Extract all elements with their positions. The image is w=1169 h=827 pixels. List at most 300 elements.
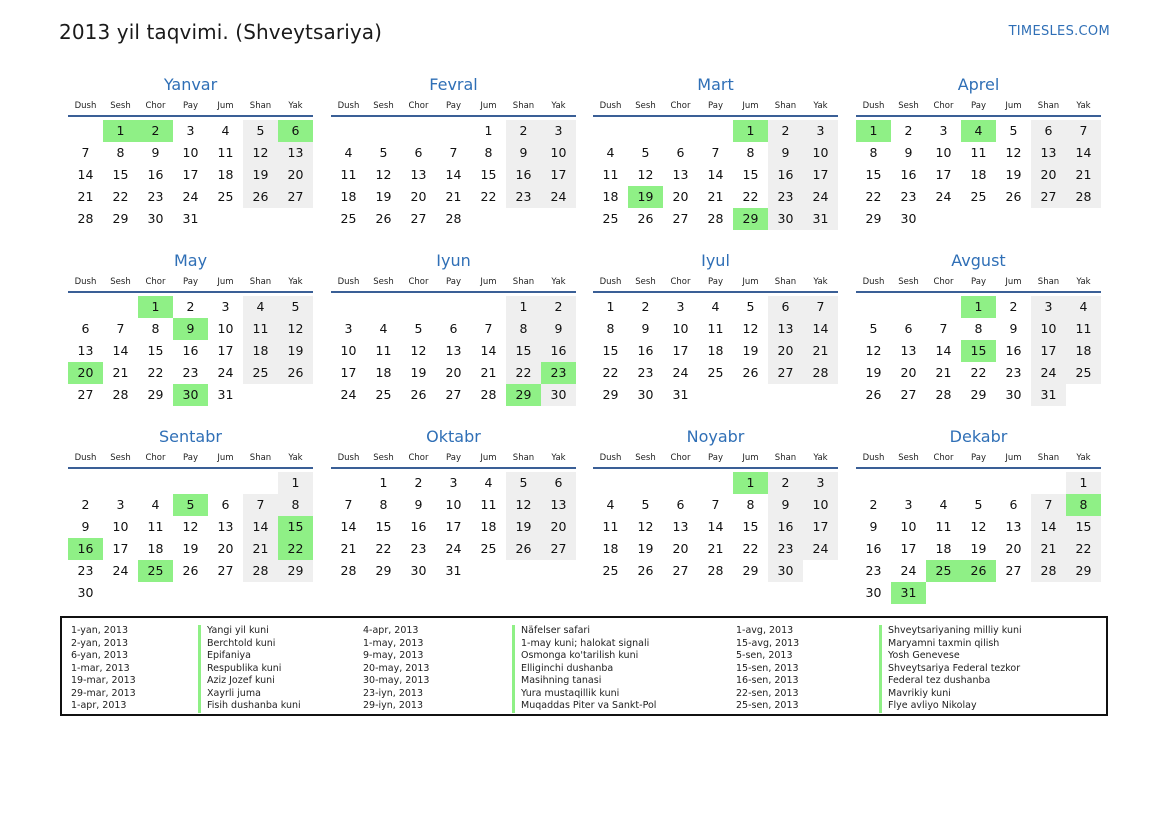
- day-cell: 19: [410, 365, 427, 380]
- day-cell: 18: [602, 541, 619, 556]
- day-cell: 10: [1031, 318, 1066, 340]
- day-cell: 8: [151, 321, 160, 336]
- weekday-label: Yak: [288, 101, 303, 111]
- day-cell: 16: [506, 164, 541, 186]
- day-cell: 21: [112, 365, 129, 380]
- day-cell: 10: [182, 145, 199, 160]
- day-cell: 17: [935, 167, 952, 182]
- day-cell: 20: [672, 541, 689, 556]
- day-cell: 27: [217, 563, 234, 578]
- weekday-label: Shan: [512, 277, 535, 287]
- day-cell: 3: [803, 472, 838, 494]
- weekday-label: Shan: [249, 277, 272, 287]
- day-cell: 6: [904, 321, 913, 336]
- day-cell: 19: [1005, 167, 1022, 182]
- day-cell: 21: [445, 189, 462, 204]
- month-name: Aprel: [957, 75, 1000, 94]
- weekday-label: Dush: [337, 277, 360, 287]
- day-cell: 19: [970, 541, 987, 556]
- day-cell: 20: [672, 189, 689, 204]
- weekday-label: Chor: [670, 277, 691, 287]
- day-cell: 14: [243, 516, 278, 538]
- day-cell: 3: [449, 475, 458, 490]
- legend-holiday-name: Maryamni taxmin qilish: [879, 638, 1022, 651]
- weekday-label: Jum: [742, 101, 759, 111]
- day-cell: 22: [375, 541, 392, 556]
- holiday-day: 31: [891, 582, 926, 604]
- day-cell: 13: [672, 519, 689, 534]
- day-cell: 26: [742, 365, 759, 380]
- day-cell: 9: [768, 142, 803, 164]
- day-cell: 23: [900, 189, 917, 204]
- month-fevral: [331, 72, 576, 230]
- day-cell: 7: [484, 321, 493, 336]
- day-cell: 13: [445, 343, 462, 358]
- day-cell: 17: [182, 167, 199, 182]
- weekday-label: Shan: [774, 453, 797, 463]
- day-cell: 6: [541, 472, 576, 494]
- day-cell: 22: [970, 365, 987, 380]
- day-cell: 9: [151, 145, 160, 160]
- weekday-label: Pay: [971, 101, 986, 111]
- day-cell: 19: [243, 164, 278, 186]
- day-cell: 24: [900, 563, 917, 578]
- legend-dates-col: [363, 625, 429, 713]
- day-cell: 15: [742, 167, 759, 182]
- day-cell: 22: [742, 189, 759, 204]
- day-cell: 30: [77, 585, 94, 600]
- day-cell: 6: [1009, 497, 1018, 512]
- day-cell: 5: [278, 296, 313, 318]
- day-cell: 17: [217, 343, 234, 358]
- month-iyun: [331, 248, 576, 406]
- weekday-header: [68, 98, 313, 117]
- day-cell: 2: [506, 120, 541, 142]
- weekday-label: Jum: [217, 453, 234, 463]
- day-cell: 18: [340, 189, 357, 204]
- day-cell: 14: [480, 343, 497, 358]
- weekday-header: [856, 450, 1101, 469]
- day-cell: 10: [900, 519, 917, 534]
- day-cell: 3: [344, 321, 353, 336]
- day-cell: 9: [641, 321, 650, 336]
- weekday-label: Jum: [480, 277, 497, 287]
- holiday-day: 30: [173, 384, 208, 406]
- day-cell: 5: [379, 145, 388, 160]
- weekday-label: Jum: [217, 101, 234, 111]
- weekday-label: Jum: [742, 453, 759, 463]
- weekday-label: Yak: [288, 277, 303, 287]
- day-cell: 22: [480, 189, 497, 204]
- holiday-day: 15: [961, 340, 996, 362]
- day-cell: 30: [147, 211, 164, 226]
- day-cell: 12: [375, 167, 392, 182]
- legend-holiday-name: Aziz Jozef kuni: [198, 675, 301, 688]
- day-cell: 27: [278, 186, 313, 208]
- legend-date: 9-may, 2013: [363, 650, 424, 661]
- empty-cell: [68, 472, 103, 494]
- day-cell: 6: [676, 145, 685, 160]
- empty-cell: [593, 120, 628, 142]
- weekday-label: Shan: [1037, 101, 1060, 111]
- weekday-header: [68, 274, 313, 293]
- day-cell: 27: [445, 387, 462, 402]
- day-cell: 20: [1031, 164, 1066, 186]
- weekday-header: [856, 274, 1101, 293]
- weekday-label: Sesh: [373, 453, 394, 463]
- day-cell: 24: [112, 563, 129, 578]
- weekday-header: [331, 274, 576, 293]
- month-aprel: [856, 72, 1101, 230]
- day-cell: 30: [410, 563, 427, 578]
- legend-date: 1-avg, 2013: [736, 625, 794, 636]
- weekday-header: [331, 98, 576, 117]
- day-cell: 11: [480, 497, 497, 512]
- day-cell: 26: [243, 186, 278, 208]
- day-cell: 28: [480, 387, 497, 402]
- day-cell: 15: [112, 167, 129, 182]
- day-cell: 14: [77, 167, 94, 182]
- day-cell: 18: [707, 343, 724, 358]
- weekday-label: Sesh: [898, 453, 919, 463]
- day-cell: 2: [81, 497, 90, 512]
- day-cell: 15: [375, 519, 392, 534]
- day-cell: 2: [1009, 299, 1018, 314]
- holiday-legend: [60, 616, 1108, 716]
- legend-holiday-name: Elliginchi dushanba: [512, 663, 656, 676]
- weekday-label: Jum: [1005, 453, 1022, 463]
- day-cell: 1: [379, 475, 388, 490]
- day-cell: 22: [112, 189, 129, 204]
- day-cell: 16: [865, 541, 882, 556]
- day-cell: 24: [803, 538, 838, 560]
- day-cell: 2: [186, 299, 195, 314]
- day-cell: 12: [182, 519, 199, 534]
- day-cell: 2: [768, 120, 803, 142]
- day-cell: 18: [243, 340, 278, 362]
- day-cell: 6: [81, 321, 90, 336]
- day-cell: 3: [541, 120, 576, 142]
- day-grid: [593, 120, 838, 230]
- day-cell: 21: [243, 538, 278, 560]
- day-cell: 15: [480, 167, 497, 182]
- day-cell: 3: [116, 497, 125, 512]
- day-cell: 19: [506, 516, 541, 538]
- legend-date: 2-yan, 2013: [71, 637, 128, 649]
- day-cell: 28: [707, 211, 724, 226]
- legend-date: 6-yan, 2013: [71, 650, 128, 661]
- legend-dates-col: [736, 625, 799, 713]
- day-cell: 21: [77, 189, 94, 204]
- day-cell: 26: [506, 538, 541, 560]
- weekday-label: Jum: [742, 277, 759, 287]
- weekday-label: Pay: [446, 453, 461, 463]
- day-cell: 12: [1005, 145, 1022, 160]
- day-cell: 5: [869, 321, 878, 336]
- day-cell: 17: [900, 541, 917, 556]
- legend-date: 5-sen, 2013: [736, 650, 793, 661]
- legend-holiday-name: Flye avliyo Nikolay: [879, 700, 1022, 713]
- day-cell: 9: [414, 497, 423, 512]
- day-cell: 23: [1005, 365, 1022, 380]
- weekday-label: Dush: [862, 101, 885, 111]
- weekday-label: Sesh: [373, 101, 394, 111]
- day-cell: 26: [375, 211, 392, 226]
- day-grid: [331, 472, 576, 582]
- day-cell: 23: [147, 189, 164, 204]
- day-cell: 31: [217, 387, 234, 402]
- day-cell: 18: [935, 541, 952, 556]
- day-grid: [68, 472, 313, 604]
- empty-cell: [663, 472, 698, 494]
- day-cell: 24: [672, 365, 689, 380]
- day-cell: 18: [970, 167, 987, 182]
- day-cell: 17: [672, 343, 689, 358]
- legend-date: 29-mar, 2013: [71, 687, 136, 699]
- day-cell: 9: [506, 142, 541, 164]
- weekday-label: Jum: [480, 101, 497, 111]
- day-cell: 2: [904, 123, 913, 138]
- day-cell: 11: [970, 145, 987, 160]
- empty-cell: [996, 472, 1031, 494]
- day-cell: 23: [77, 563, 94, 578]
- day-cell: 24: [1031, 362, 1066, 384]
- day-cell: 17: [112, 541, 129, 556]
- month-name: Avgust: [951, 251, 1006, 270]
- weekday-label: Shan: [249, 453, 272, 463]
- day-cell: 23: [410, 541, 427, 556]
- weekday-label: Shan: [774, 277, 797, 287]
- day-grid: [593, 472, 838, 582]
- weekday-label: Chor: [145, 277, 166, 287]
- day-cell: 7: [803, 296, 838, 318]
- legend-holiday-name: Berchtold kuni: [198, 638, 301, 651]
- day-cell: 23: [182, 365, 199, 380]
- empty-cell: [926, 472, 961, 494]
- day-cell: 1: [606, 299, 615, 314]
- holiday-day: 26: [961, 560, 996, 582]
- day-cell: 28: [445, 211, 462, 226]
- weekday-label: Chor: [933, 277, 954, 287]
- legend-dates-col: [71, 625, 136, 713]
- day-cell: 13: [410, 167, 427, 182]
- legend-holiday-name: Yura mustaqillik kuni: [512, 688, 656, 701]
- weekday-label: Chor: [408, 453, 429, 463]
- holiday-day: 22: [278, 538, 313, 560]
- holiday-day: 2: [138, 120, 173, 142]
- weekday-label: Pay: [971, 277, 986, 287]
- weekday-label: Chor: [670, 453, 691, 463]
- day-grid: [593, 296, 838, 406]
- day-cell: 17: [445, 519, 462, 534]
- day-cell: 9: [81, 519, 90, 534]
- day-cell: 27: [672, 563, 689, 578]
- weekday-label: Yak: [1076, 101, 1091, 111]
- weekday-label: Pay: [708, 277, 723, 287]
- weekday-header: [593, 274, 838, 293]
- month-oktabr: [331, 424, 576, 582]
- day-cell: 10: [217, 321, 234, 336]
- day-cell: 21: [340, 541, 357, 556]
- day-cell: 30: [768, 208, 803, 230]
- day-cell: 23: [637, 365, 654, 380]
- weekday-label: Sesh: [635, 101, 656, 111]
- weekday-header: [331, 450, 576, 469]
- day-cell: 28: [1031, 560, 1066, 582]
- day-cell: 27: [672, 211, 689, 226]
- day-cell: 14: [803, 318, 838, 340]
- day-cell: 24: [935, 189, 952, 204]
- day-cell: 30: [865, 585, 882, 600]
- holiday-day: 4: [961, 120, 996, 142]
- legend-date: 1-may, 2013: [363, 637, 424, 649]
- legend-names-col: [198, 625, 301, 713]
- weekday-label: Sesh: [110, 101, 131, 111]
- legend-date: 15-sen, 2013: [736, 662, 799, 674]
- day-cell: 6: [1031, 120, 1066, 142]
- day-cell: 20: [1005, 541, 1022, 556]
- legend-date: 25-sen, 2013: [736, 700, 799, 711]
- day-cell: 5: [1009, 123, 1018, 138]
- holiday-day: 23: [541, 362, 576, 384]
- day-cell: 26: [410, 387, 427, 402]
- day-cell: 24: [445, 541, 462, 556]
- weekday-label: Yak: [813, 101, 828, 111]
- weekday-header: [856, 98, 1101, 117]
- month-dekabr: [856, 424, 1101, 604]
- empty-cell: [436, 120, 471, 142]
- day-cell: 24: [340, 387, 357, 402]
- day-cell: 28: [1066, 186, 1101, 208]
- day-cell: 15: [147, 343, 164, 358]
- weekday-label: Shan: [512, 101, 535, 111]
- day-cell: 7: [711, 145, 720, 160]
- day-cell: 22: [742, 541, 759, 556]
- day-cell: 4: [606, 145, 615, 160]
- weekday-label: Dush: [599, 101, 622, 111]
- weekday-label: Sesh: [110, 277, 131, 287]
- day-cell: 11: [243, 318, 278, 340]
- day-cell: 6: [414, 145, 423, 160]
- day-cell: 7: [449, 145, 458, 160]
- day-cell: 10: [445, 497, 462, 512]
- day-cell: 19: [865, 365, 882, 380]
- month-name: Dekabr: [949, 427, 1008, 446]
- day-cell: 29: [112, 211, 129, 226]
- day-cell: 23: [865, 563, 882, 578]
- empty-cell: [593, 472, 628, 494]
- month-name: Iyul: [701, 251, 730, 270]
- weekday-label: Dush: [74, 453, 97, 463]
- day-cell: 29: [147, 387, 164, 402]
- month-avgust: [856, 248, 1101, 406]
- month-name: Mart: [697, 75, 734, 94]
- holiday-day: 1: [961, 296, 996, 318]
- day-cell: 16: [410, 519, 427, 534]
- weekday-label: Dush: [599, 277, 622, 287]
- day-cell: 17: [1031, 340, 1066, 362]
- day-cell: 8: [484, 145, 493, 160]
- day-cell: 5: [974, 497, 983, 512]
- day-cell: 31: [803, 208, 838, 230]
- day-cell: 5: [746, 299, 755, 314]
- empty-cell: [243, 472, 278, 494]
- holiday-day: 15: [278, 516, 313, 538]
- day-cell: 12: [637, 519, 654, 534]
- day-cell: 10: [541, 142, 576, 164]
- day-cell: 23: [768, 538, 803, 560]
- site-link[interactable]: TIMESLES.COM: [1008, 24, 1110, 39]
- empty-cell: [663, 120, 698, 142]
- legend-date: 29-iyn, 2013: [363, 700, 424, 711]
- day-cell: 11: [340, 167, 357, 182]
- day-cell: 19: [278, 340, 313, 362]
- day-cell: 5: [506, 472, 541, 494]
- day-cell: 8: [116, 145, 125, 160]
- weekday-label: Pay: [971, 453, 986, 463]
- holiday-day: 1: [138, 296, 173, 318]
- day-cell: 19: [375, 189, 392, 204]
- weekday-label: Yak: [813, 453, 828, 463]
- day-cell: 30: [768, 560, 803, 582]
- day-cell: 18: [602, 189, 619, 204]
- day-cell: 14: [707, 519, 724, 534]
- day-cell: 16: [147, 167, 164, 182]
- day-cell: 13: [278, 142, 313, 164]
- day-cell: 14: [707, 167, 724, 182]
- weekday-label: Yak: [551, 277, 566, 287]
- day-cell: 31: [182, 211, 199, 226]
- day-cell: 15: [865, 167, 882, 182]
- day-cell: 1: [506, 296, 541, 318]
- weekday-label: Sesh: [635, 453, 656, 463]
- day-cell: 25: [970, 189, 987, 204]
- weekday-header: [593, 450, 838, 469]
- day-cell: 25: [375, 387, 392, 402]
- day-cell: 3: [904, 497, 913, 512]
- day-cell: 4: [221, 123, 230, 138]
- day-cell: 2: [768, 472, 803, 494]
- weekday-label: Pay: [708, 101, 723, 111]
- legend-date: 1-mar, 2013: [71, 662, 130, 674]
- day-cell: 25: [243, 362, 278, 384]
- day-cell: 12: [637, 167, 654, 182]
- month-name: Iyun: [436, 251, 471, 270]
- weekday-label: Sesh: [635, 277, 656, 287]
- day-cell: 27: [768, 362, 803, 384]
- weekday-label: Sesh: [373, 277, 394, 287]
- day-grid: [856, 120, 1101, 230]
- day-cell: 18: [480, 519, 497, 534]
- day-cell: 13: [217, 519, 234, 534]
- weekday-label: Chor: [145, 453, 166, 463]
- day-cell: 6: [449, 321, 458, 336]
- weekday-label: Dush: [862, 453, 885, 463]
- day-cell: 24: [541, 186, 576, 208]
- day-cell: 30: [637, 387, 654, 402]
- legend-date: 1-apr, 2013: [71, 700, 127, 711]
- weekday-label: Jum: [1005, 277, 1022, 287]
- day-cell: 14: [935, 343, 952, 358]
- day-cell: 8: [506, 318, 541, 340]
- day-cell: 9: [768, 494, 803, 516]
- day-cell: 16: [1005, 343, 1022, 358]
- day-cell: 11: [217, 145, 234, 160]
- weekday-label: Dush: [337, 453, 360, 463]
- holiday-day: 29: [733, 208, 768, 230]
- day-cell: 28: [340, 563, 357, 578]
- day-cell: 3: [221, 299, 230, 314]
